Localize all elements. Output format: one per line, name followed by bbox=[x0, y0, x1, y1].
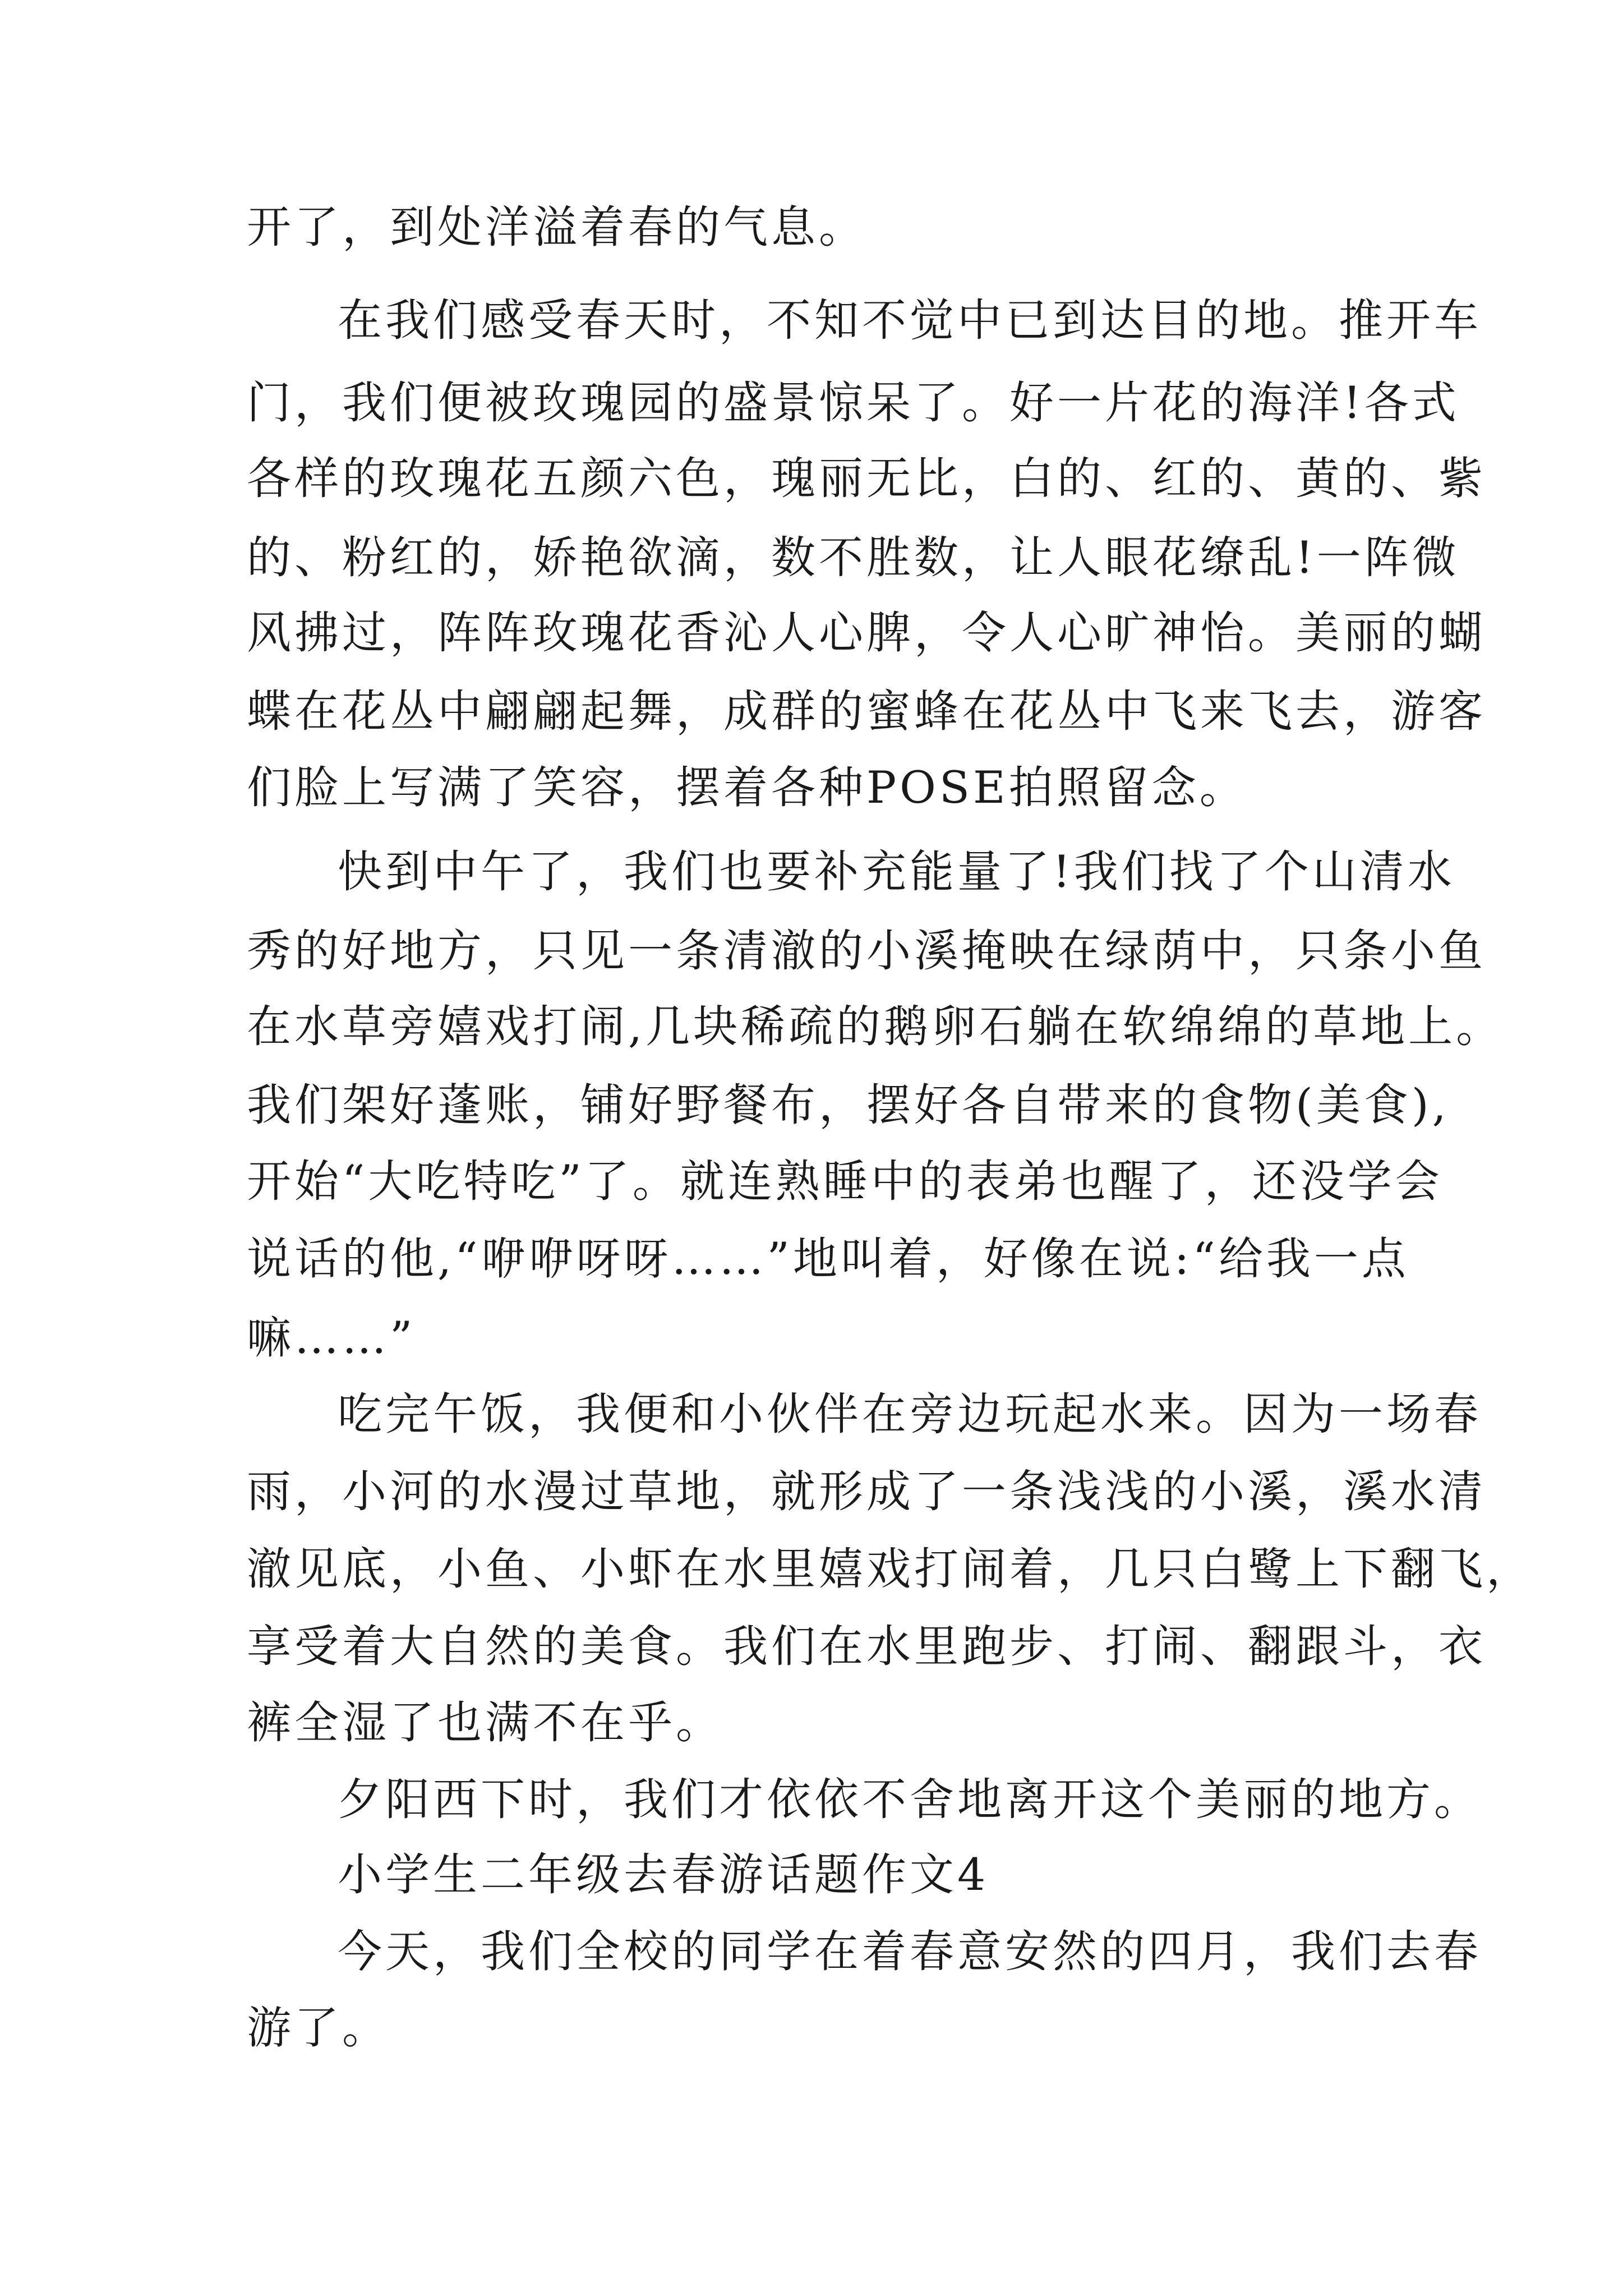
text-line: 门，我们便被玫瑰园的盛景惊呆了。好一片花的海洋!各式 bbox=[247, 377, 1460, 429]
text-line: 享受着大自然的美食。我们在水里跑步、打闹、翻跟斗，衣 bbox=[247, 1621, 1486, 1672]
section-heading: 小学生二年级去春游话题作文4 bbox=[338, 1849, 989, 1901]
text-line: 我们架好蓬账，铺好野餐布，摆好各自带来的食物(美食), bbox=[247, 1079, 1450, 1131]
text-line: 在水草旁嬉戏打闹,几块稀疏的鹅卵石躺在软绵绵的草地上。 bbox=[247, 1001, 1504, 1052]
text-line: 的、粉红的，娇艳欲滴，数不胜数，让人眼花缭乱!一阵微 bbox=[247, 532, 1460, 583]
paragraph-start-line: 在我们感受春天时，不知不觉中已到达目的地。推开车 bbox=[338, 295, 1482, 346]
text-line: 澈见底，小鱼、小虾在水里嬉戏打闹着，几只白鹭上下翻飞， bbox=[247, 1543, 1534, 1595]
text-line: 蝶在花丛中翩翩起舞，成群的蜜蜂在花丛中飞来飞去，游客 bbox=[247, 685, 1486, 737]
text-line: 说话的他,“咿咿呀呀……”地叫着，好像在说:“给我一点 bbox=[247, 1233, 1409, 1285]
paragraph-start-line: 快到中午了，我们也要补充能量了!我们找了个山清水 bbox=[338, 846, 1455, 898]
text-line: 裤全湿了也满不在乎。 bbox=[247, 1697, 723, 1749]
paragraph-start-line: 夕阳西下时，我们才依依不舍地离开这个美丽的地方。 bbox=[338, 1774, 1482, 1825]
paragraph-start-line: 今天，我们全校的同学在着春意安然的四月，我们去春 bbox=[338, 1926, 1482, 1977]
text-line: 开始“大吃特吃”了。就连熟睡中的表弟也醒了，还没学会 bbox=[247, 1156, 1443, 1207]
text-line: 们脸上写满了笑容，摆着各种POSE拍照留念。 bbox=[247, 762, 1247, 813]
text-line: 秀的好地方，只见一条清澈的小溪掩映在绿荫中，只条小鱼 bbox=[247, 925, 1486, 977]
text-line: 开了，到处洋溢着春的气息。 bbox=[247, 201, 866, 253]
text-line: 游了。 bbox=[247, 2002, 390, 2054]
paragraph-start-line: 吃完午饭，我便和小伙伴在旁边玩起水来。因为一场春 bbox=[338, 1388, 1482, 1440]
text-line: 嘛……” bbox=[247, 1312, 416, 1364]
text-line: 各样的玫瑰花五颜六色，瑰丽无比，白的、红的、黄的、紫 bbox=[247, 453, 1486, 504]
text-line: 风拂过，阵阵玫瑰花香沁人心脾，令人心旷神怡。美丽的蝴 bbox=[247, 607, 1486, 659]
text-line: 雨，小河的水漫过草地，就形成了一条浅浅的小溪，溪水清 bbox=[247, 1466, 1486, 1517]
